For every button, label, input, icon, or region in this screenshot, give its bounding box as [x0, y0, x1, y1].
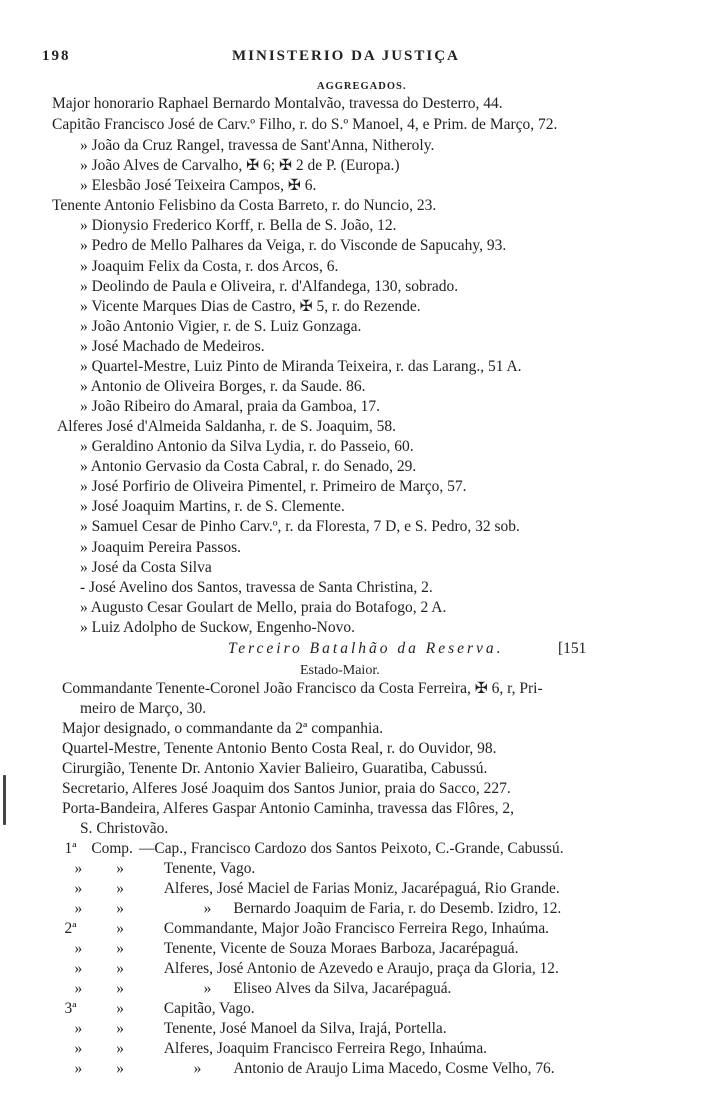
ditto-mark: »	[116, 980, 124, 997]
list-line: » José Joaquim Martins, r. de S. Clemente.	[80, 498, 345, 515]
list-line: » João Alves de Carvalho, ✠ 6; ✠ 2 de P. (Europa.)	[80, 157, 400, 174]
list-line: Tenente Antonio Felisbino da Costa Barreto, r. do Nuncio, 23.	[52, 197, 437, 214]
ditto-mark: »	[116, 960, 124, 977]
ditto-mark: »	[116, 1060, 124, 1077]
company-entry: Tenente, José Manoel da Silva, Irajá, Portella.	[163, 1020, 447, 1037]
list-line: » Vicente Marques Dias de Castro, ✠ 5, r. do Rezende.	[80, 298, 421, 315]
staff-line: Major designado, o commandante da 2ª companhia.	[62, 720, 384, 737]
list-line: » João Ribeiro do Amaral, praia da Gamboa, 17.	[80, 398, 381, 415]
staff-line: Cirurgião, Tenente Dr. Antonio Xavier Balieiro, Guaratiba, Cabussú.	[62, 760, 488, 777]
company-entry: Capitão, Vago.	[163, 1000, 255, 1017]
ditto-mark: »	[116, 1040, 124, 1057]
list-line: » Pedro de Mello Palhares da Veiga, r. do Visconde de Sapucahy, 93.	[80, 237, 507, 254]
list-line: » José Porfirio de Oliveira Pimentel, r. Primeiro de Março, 57.	[80, 478, 467, 495]
staff-line: Quartel-Mestre, Tenente Antonio Bento Costa Real, r. do Ouvidor, 98.	[62, 740, 497, 757]
section-heading-estado-maior: Estado-Maior.	[300, 663, 380, 678]
company-number: 2ª	[64, 920, 77, 937]
list-line: » Elesbão José Teixeira Campos, ✠ 6.	[80, 177, 317, 194]
ditto-mark: »	[74, 1060, 83, 1077]
ditto-mark: »	[74, 1040, 83, 1057]
ditto-mark: »	[116, 1020, 124, 1037]
list-line: » Samuel Cesar de Pinho Carv.º, r. da Floresta, 7 D, e S. Pedro, 32 sob.	[80, 518, 520, 535]
company-number: 1ª	[64, 840, 77, 857]
ditto-mark: »	[116, 900, 124, 917]
staff-line: Commandante Tenente-Coronel João Francisco da Costa Ferreira, ✠ 6, r, Pri-	[62, 680, 543, 697]
staff-line: Secretario, Alferes José Joaquim dos Santos Junior, praia do Sacco, 227.	[62, 780, 511, 797]
list-line: » Quartel-Mestre, Luiz Pinto de Miranda Teixeira, r. das Larang., 51 A.	[80, 358, 522, 375]
company-entry: Alferes, Joaquim Francisco Ferreira Rego, Inhaúma.	[163, 1040, 488, 1057]
company-entry: Antonio de Araujo Lima Macedo, Cosme Velho, 76.	[233, 1060, 555, 1077]
list-line: » Joaquim Pereira Passos.	[80, 539, 242, 556]
company-entry: —Cap., Francisco Cardozo dos Santos Peixoto, C.-Grande, Cabussú.	[139, 840, 564, 857]
list-line: » Luiz Adolpho de Suckow, Engenho-Novo.	[80, 619, 355, 636]
ditto-mark: »	[74, 860, 83, 877]
list-line: - José Avelino dos Santos, travessa de Santa Christina, 2.	[80, 579, 433, 596]
company-entry: Alferes, José Maciel de Farias Moniz, Jacarépaguá, Rio Grande.	[163, 880, 560, 897]
list-line: » José Machado de Medeiros.	[80, 338, 265, 355]
battalion-title: Terceiro Batalhão da Reserva.	[228, 640, 504, 657]
ditto-mark: »	[74, 900, 83, 917]
margin-mark	[3, 775, 6, 825]
ditto-mark: »	[116, 920, 124, 937]
list-line: » Joaquim Felix da Costa, r. dos Arcos, 6.	[80, 258, 339, 275]
ditto-mark: »	[116, 880, 124, 897]
staff-line: S. Christovão.	[80, 820, 169, 837]
ditto-mark: »	[203, 980, 212, 997]
list-line: » Augusto Cesar Goulart de Mello, praia do Botafogo, 2 A.	[80, 599, 447, 616]
list-line: » Geraldino Antonio da Silva Lydia, r. do Passeio, 60.	[80, 438, 414, 455]
ditto-mark: »	[116, 940, 124, 957]
company-entry: Tenente, Vago.	[163, 860, 256, 877]
company-entry: Bernardo Joaquim de Faria, r. do Desemb. Izidro, 12.	[233, 900, 562, 917]
list-line: » Antonio de Oliveira Borges, r. da Saude. 86.	[80, 378, 366, 395]
battalion-number: [151	[558, 640, 587, 657]
staff-line: meiro de Março, 30.	[80, 700, 207, 717]
company-number: 3ª	[64, 1000, 77, 1017]
page-number: 198	[42, 48, 71, 64]
company-entry: Alferes, José Antonio de Azevedo e Araujo, praça da Gloria, 12.	[163, 960, 559, 977]
list-line: » João da Cruz Rangel, travessa de Sant'Anna, Nitheroly.	[80, 137, 435, 154]
ditto-mark: »	[203, 900, 212, 917]
company-entry: Tenente, Vicente de Souza Moraes Barboza, Jacarépaguá.	[163, 940, 519, 957]
staff-line: Porta-Bandeira, Alferes Gaspar Antonio Caminha, travessa das Flôres, 2,	[62, 800, 514, 817]
ditto-mark: »	[74, 940, 83, 957]
ditto-mark: »	[74, 980, 83, 997]
list-line: Alferes José d'Almeida Saldanha, r. de S. Joaquim, 58.	[57, 418, 396, 435]
list-line: Major honorario Raphael Bernardo Montalvão, travessa do Desterro, 44.	[52, 95, 503, 112]
ditto-mark: »	[116, 860, 124, 877]
company-entry: Eliseo Alves da Silva, Jacarépaguá.	[233, 980, 452, 997]
ditto-mark: »	[74, 1020, 83, 1037]
ditto-mark: »	[74, 960, 83, 977]
ditto-mark: »	[116, 1000, 124, 1017]
list-line: » Dionysio Frederico Korff, r. Bella de S. João, 12.	[80, 217, 397, 234]
ditto-mark: »	[74, 880, 83, 897]
ditto-mark: »	[193, 1060, 202, 1077]
section-heading-aggregados: AGGREGADOS.	[317, 81, 407, 92]
running-head: MINISTERIO DA JUSTIÇA	[232, 48, 460, 64]
company-entry: Commandante, Major João Francisco Ferreira Rego, Inhaúma.	[163, 920, 550, 937]
company-marker: Comp.	[91, 840, 133, 857]
list-line: Capitão Francisco José de Carv.º Filho, r. do S.º Manoel, 4, e Prim. de Março, 72.	[52, 116, 558, 133]
list-line: » João Antonio Vigier, r. de S. Luiz Gonzaga.	[80, 318, 362, 335]
list-line: » Antonio Gervasio da Costa Cabral, r. do Senado, 29.	[80, 458, 417, 475]
list-line: » Deolindo de Paula e Oliveira, r. d'Alfandega, 130, sobrado.	[80, 278, 459, 295]
list-line: » José da Costa Silva	[80, 559, 212, 576]
